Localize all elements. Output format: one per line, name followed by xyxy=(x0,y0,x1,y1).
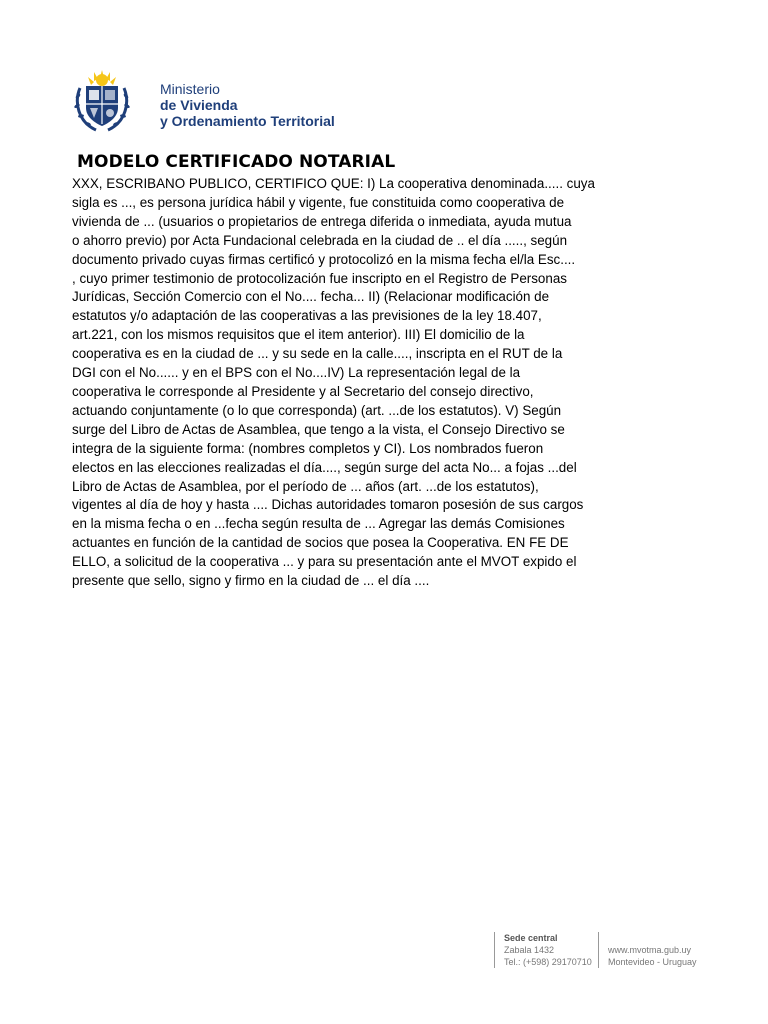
body-line: en la misma fecha o en ...fecha según resulta de ... Agregar las demás Comisiones xyxy=(72,516,565,532)
ministry-line-2: de Vivienda xyxy=(160,97,238,113)
footer-divider xyxy=(598,932,599,968)
footer-phone: Tel.: (+598) 29170710 xyxy=(504,957,592,967)
ministry-line-1: Ministerio xyxy=(160,81,220,97)
body-line: ELLO, a solicitud de la cooperativa ... y para su presentación ante el MVOT expido el xyxy=(72,554,577,570)
body-line: actuantes en función de la cantidad de socios que posea la Cooperativa. EN FE DE xyxy=(72,535,569,551)
body-line: XXX, ESCRIBANO PUBLICO, CERTIFICO QUE: I) La cooperativa denominada..... cuya xyxy=(72,176,595,191)
body-line: documento privado cuyas firmas certificó y protocolizó en la misma fecha el/la Esc.... xyxy=(72,251,576,267)
body-line: estatutos y/o adaptación de las cooperativas a las previsiones de la ley 18.407, xyxy=(72,308,542,324)
document-title: MODELO CERTIFICADO NOTARIAL xyxy=(77,152,396,172)
body-line: surge del Libro de Actas de Asamblea, que tengo a la vista, el Consejo Directivo se xyxy=(72,421,565,437)
body-line: Jurídicas, Sección Comercio con el No.... fecha... II) (Relacionar modificación de xyxy=(72,289,550,305)
body-line: cooperativa le corresponde al Presidente y al Secretario del consejo directivo, xyxy=(72,383,534,399)
footer-website: www.mvotma.gub.uy xyxy=(608,945,692,955)
body-line: sigla es ..., es persona jurídica hábil y vigente, fue constituida como cooperativa de xyxy=(72,194,565,210)
body-line: art.221, con los mismos requisitos que el item anterior). III) El domicilio de la xyxy=(72,327,525,343)
body-line: DGI con el No...... y en el BPS con el No....IV) La representación legal de la xyxy=(72,365,521,381)
body-line: cooperativa es en la ciudad de ... y su sede en la calle...., inscripta en el RUT de la xyxy=(72,346,563,362)
footer-address: Zabala 1432 xyxy=(504,945,555,955)
body-line: Libro de Actas de Asamblea, por el período de ... años (art. ...de los estatutos), xyxy=(72,478,539,494)
body-line: electos en las elecciones realizadas el día...., según surge del acta No... a fojas ...del xyxy=(72,459,577,475)
ministry-name xyxy=(160,81,335,129)
body-line: o ahorro previo) por Acta Fundacional celebrada en la ciudad de .. el día ....., según xyxy=(72,232,568,248)
body-line: presente que sello, signo y firmo en la ciudad de ... el día .... xyxy=(72,573,430,589)
body-line: vigentes al día de hoy y hasta .... Dichas autoridades tomaron posesión de sus cargos xyxy=(72,497,584,513)
footer-city: Montevideo - Uruguay xyxy=(608,957,697,967)
footer-divider xyxy=(494,932,495,968)
body-line: vivienda de ... (usuarios o propietarios de entrega diferida o inmediata, ayuda mutua xyxy=(72,213,572,229)
footer-address-block xyxy=(504,932,592,968)
body-line: actuando conjuntamente (o lo que corresponda) (art. ...de los estatutos). V) Según xyxy=(72,402,562,418)
coat-of-arms-icon xyxy=(72,66,162,136)
body-line: , cuyo primer testimonio de protocolización fue inscripto en el Registro de Personas xyxy=(72,270,567,286)
footer-web-block xyxy=(608,932,697,968)
body-line: integra de la siguiente forma: (nombres completos y CI). Los nombrados fueron xyxy=(72,440,544,456)
ministry-line-3: y Ordenamiento Territorial xyxy=(160,113,335,129)
footer-hq-label: Sede central xyxy=(504,933,558,943)
certificate-body xyxy=(72,175,686,591)
